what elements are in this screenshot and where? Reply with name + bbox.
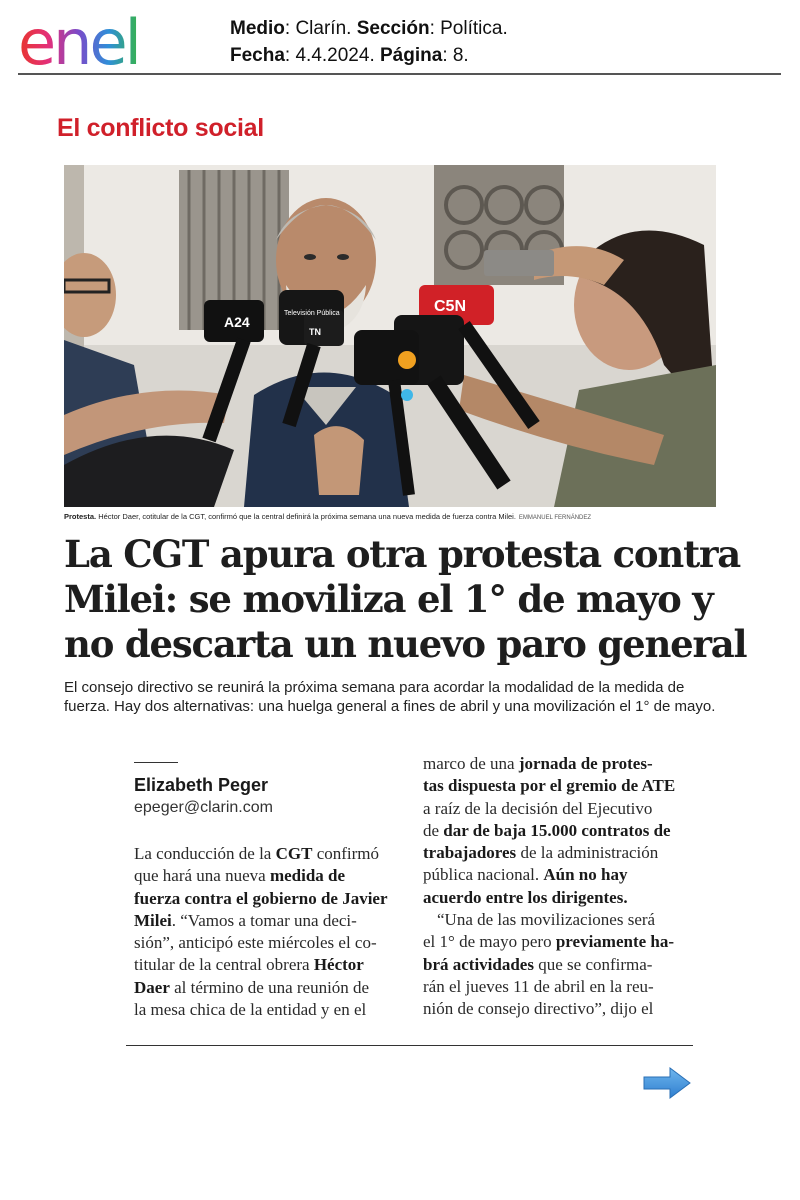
enel-logo [18,6,193,70]
article-column-2: marco de una jornada de protes- tas dispuesta por el gremio de ATE a raíz de la decisión del Ejecutivo de dar de baja 15.000 contratos de trabajadores de la administración pública nacional. Aún no hay acuerdo entre los dirigentes. “Una de las movilizaciones será el 1° de mayo pero previamente ha- brá actividades que se confirma- rán el jueves 11 de abril en la reu- nión de consejo directivo”, dijo el [423,754,676,1019]
svg-text:TN: TN [309,327,321,337]
meta-line-1: Medio: Clarín. Sección: Política. [230,18,508,39]
section-title: El conflicto social [57,114,264,142]
photo-caption: Protesta. Héctor Daer, cotitular de la CGT, confirmó que la central definirá la próxima semana una nueva medida de fuerza contra Milei. EMMANUEL FERNÁNDEZ [64,512,592,521]
svg-text:enel: enel [18,6,139,70]
header-divider [18,73,781,75]
author-name: Elizabeth Peger [134,775,269,795]
news-photo [64,165,716,507]
article-summary: El consejo directivo se reunirá la próxima semana para acordar la modalidad de la medida de fuerza. Hay dos alternativas: una huelga general a fines de abril y una movilización el 1° de mayo. [64,679,716,715]
author-email: epeger@clarin.com [134,799,273,816]
arrow-right-icon[interactable] [642,1066,692,1100]
svg-text:A24: A24 [224,314,250,330]
source-metadata [230,15,508,69]
svg-text:Televisión Pública: Televisión Pública [284,310,340,317]
byline-divider [134,762,178,763]
headline: La CGT apura otra protesta contra Milei: se moviliza el 1° de mayo y no descarta un nuevo paro general [64,532,747,666]
photo-credit: EMMANUEL FERNÁNDEZ [518,515,592,521]
svg-text:C5N: C5N [434,298,467,315]
article-column-1: La conducción de la CGT confirmó que hará una nueva medida de fuerza contra el gobierno de Javier Milei. “Vamos a tomar una deci- sión”, anticipó este miércoles el co- titular de la central obrera Héctor Daer al término de una reunión de la mesa chica de la entidad y en el [134,844,388,1020]
press-scrum-illustration [64,165,716,507]
footer-divider [126,1045,693,1046]
meta-line-2: Fecha: 4.4.2024. Página: 8. [230,45,469,66]
